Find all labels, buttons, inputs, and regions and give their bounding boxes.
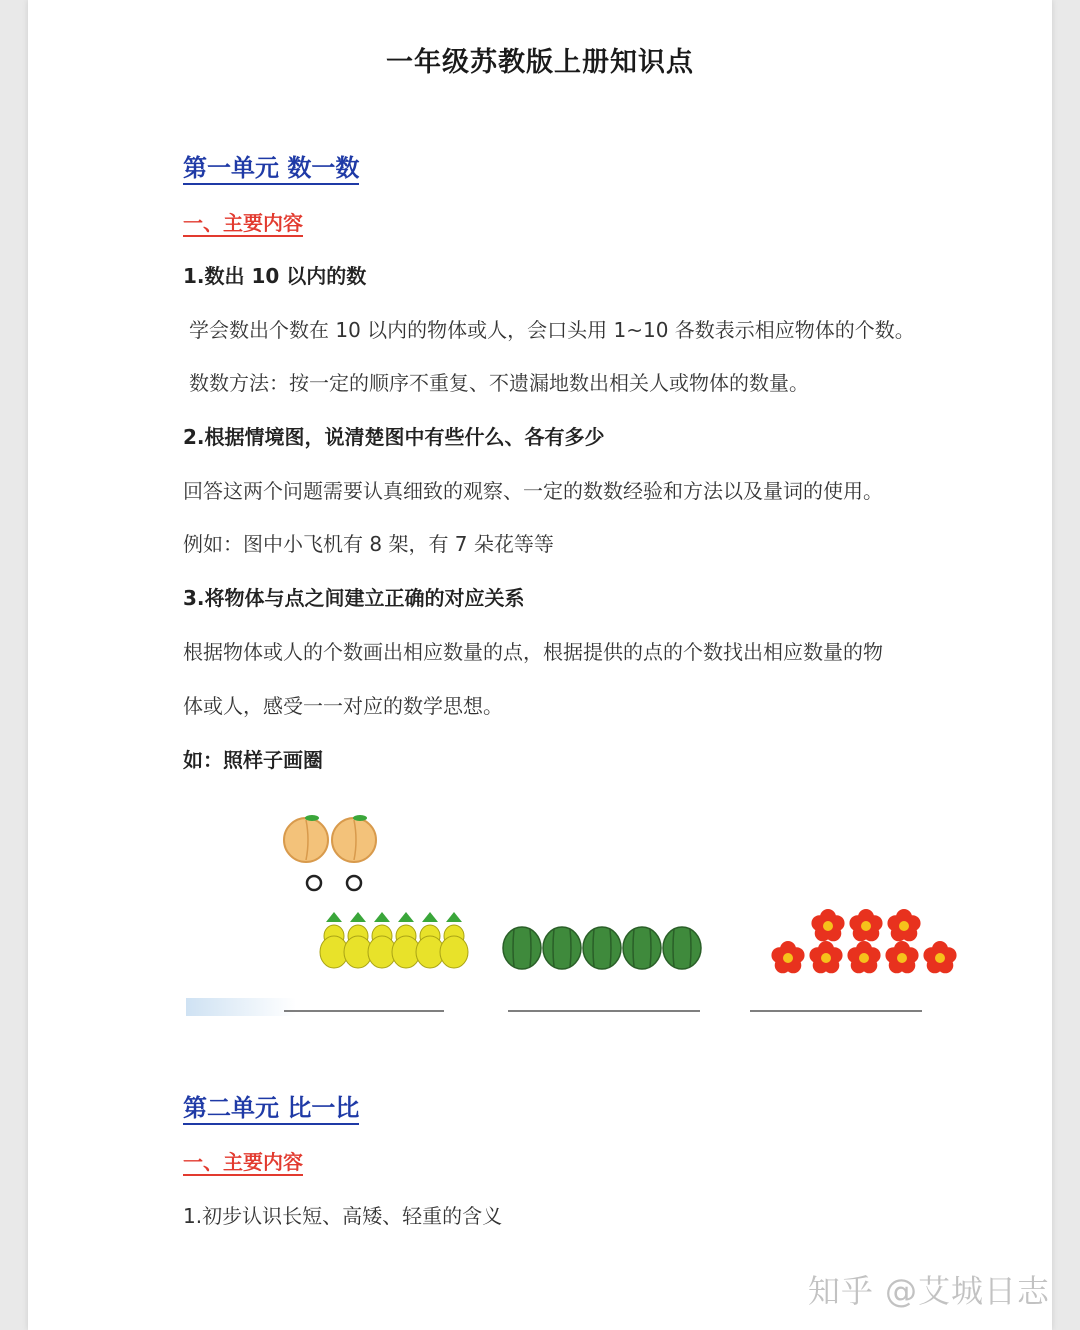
drawn-circle [307, 876, 321, 890]
pear-group [320, 912, 468, 968]
flower-icon [811, 909, 844, 941]
item3-paragraph-1: 根据物体或人的个数画出相应数量的点，根据提供的点的个数找出相应数量的物 [183, 640, 883, 664]
unit1-section-heading: 一、主要内容 [183, 211, 303, 235]
flower-icon [809, 941, 842, 973]
flower-icon [849, 909, 882, 941]
flower-icon [885, 941, 918, 973]
item1-paragraph-2: 数数方法：按一定的顺序不重复、不遗漏地数出相关人或物体的数量。 [189, 371, 809, 395]
drawn-circle [347, 876, 361, 890]
flower-group [771, 909, 956, 973]
unit1-heading: 第一单元 数一数 [183, 154, 359, 185]
flower-icon [923, 941, 956, 973]
pepper-icon [543, 927, 581, 969]
pepper-icon [623, 927, 661, 969]
pepper-group [503, 927, 701, 969]
pear-icon [440, 912, 468, 968]
pear-icon [416, 912, 444, 968]
pear-icon [344, 912, 372, 968]
pepper-icon [503, 927, 541, 969]
pepper-icon [663, 927, 701, 969]
example-label: 如：照样子画圈 [183, 748, 323, 772]
item2-paragraph-2: 例如：图中小飞机有 8 架，有 7 朵花等等 [183, 532, 554, 556]
document-title: 一年级苏教版上册知识点 [386, 47, 694, 78]
document-page [28, 0, 1052, 1330]
unit2-heading: 第二单元 比一比 [183, 1094, 359, 1125]
floor-strip [186, 998, 296, 1016]
pear-icon [320, 912, 348, 968]
circle-group [307, 876, 361, 890]
peach-icon [332, 815, 376, 862]
peach-icon [284, 815, 328, 862]
pear-icon [368, 912, 396, 968]
flower-icon [771, 941, 804, 973]
counting-illustration [186, 800, 991, 1020]
pear-icon [392, 912, 420, 968]
zhihu-watermark: 知乎 @艾城日志 [807, 1272, 1050, 1310]
unit2-section-heading: 一、主要内容 [183, 1150, 303, 1174]
pepper-icon [583, 927, 621, 969]
item3-heading: 3.将物体与点之间建立正确的对应关系 [183, 586, 525, 610]
peach-group [284, 815, 376, 862]
illustration-svg [186, 800, 991, 1020]
item1-heading: 1.数出 10 以内的数 [183, 264, 367, 288]
flower-icon [887, 909, 920, 941]
item1-paragraph-1: 学会数出个数在 10 以内的物体或人，会口头用 1~10 各数表示相应物体的个数。 [189, 318, 915, 342]
flower-icon [847, 941, 880, 973]
item3-paragraph-2: 体或人，感受一一对应的数学思想。 [183, 694, 503, 718]
unit2-item1: 1.初步认识长短、高矮、轻重的含义 [183, 1204, 503, 1228]
item2-heading: 2.根据情境图，说清楚图中有些什么、各有多少 [183, 425, 605, 449]
item2-paragraph-1: 回答这两个问题需要认真细致的观察、一定的数数经验和方法以及量词的使用。 [183, 479, 883, 503]
